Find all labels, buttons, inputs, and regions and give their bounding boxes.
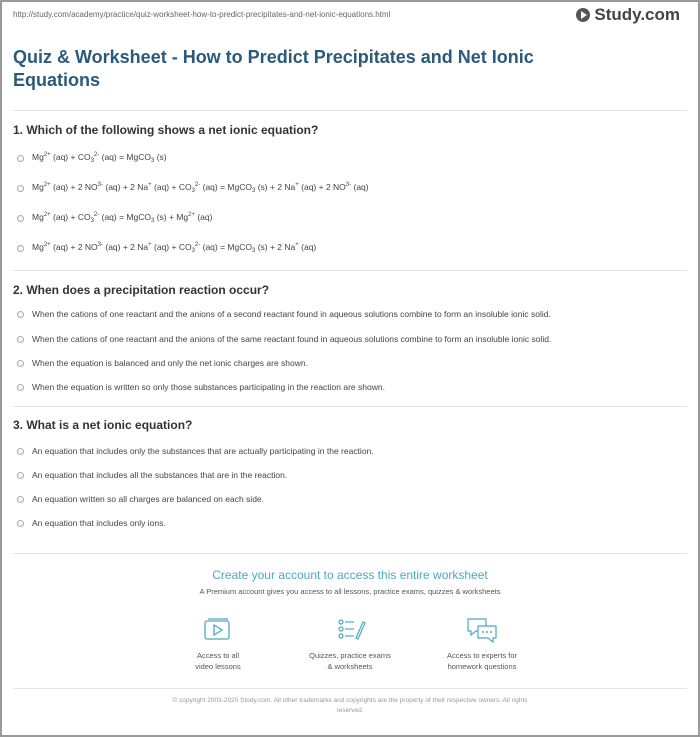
- question-2-option-b[interactable]: [17, 334, 551, 344]
- question-1-option-b[interactable]: [17, 182, 369, 194]
- question-3-option-a[interactable]: [17, 446, 374, 456]
- radio-button[interactable]: [17, 360, 24, 367]
- signup-headline[interactable]: Create your account to access this entire worksheet: [212, 568, 488, 582]
- divider: [13, 688, 687, 689]
- option-label: $Mg^{2+}$ (aq) + 2 $NO^{3-}$ (aq) + 2 Na+ $(aq) + CO_3^{2-}$ (aq) = MgCO$_3$ (s) + 2 Na+ (aq): [32, 242, 317, 254]
- question-2-option-c[interactable]: [17, 358, 308, 368]
- option-label: When the cations of one reactant and the anions of the same reactant found in aqueous solutions combine to form an insoluble ionic solid.: [32, 334, 552, 344]
- question-3-option-c[interactable]: [17, 494, 264, 504]
- radio-button[interactable]: [17, 311, 24, 318]
- top-bar: [0, 0, 700, 30]
- option-label: When the equation is balanced and only the net ionic charges are shown.: [32, 358, 308, 368]
- feature-line-1: Access to all: [196, 651, 240, 660]
- divider: [13, 110, 687, 111]
- radio-button[interactable]: [17, 448, 24, 455]
- signup-subline: A Premium account gives you access to all lessons, practice exams, quizzes & worksheets: [199, 587, 501, 596]
- option-label: When the cations of one reactant and the anions of a second reactant found in aqueous solutions combine to form an insoluble ionic solid.: [32, 309, 551, 319]
- radio-button[interactable]: [17, 472, 24, 479]
- radio-button[interactable]: [17, 384, 24, 391]
- feature-line-1: Access to experts for: [446, 651, 518, 660]
- question-1-heading: 1. Which of the following shows a net ionic equation?: [13, 123, 319, 137]
- copyright-line-1: © copyright 2003-2020 Study.com. All other trademarks and copyrights are the property of their respective owners. All rights: [172, 697, 528, 704]
- feature-line-2: homework questions: [447, 662, 517, 671]
- page-title: Quiz & Worksheet - How to Predict Precipitates and Net Ionic Equations: [13, 47, 534, 90]
- question-3-option-d[interactable]: [17, 518, 166, 528]
- radio-button[interactable]: [17, 520, 24, 527]
- option-label: $Mg^{2+}$ $(aq) + CO_3^{2-}$ (aq) = MgCO$_3$ (s): [32, 152, 167, 164]
- question-2-option-d[interactable]: [17, 382, 385, 392]
- copyright-line-2: reserved.: [336, 707, 364, 714]
- quiz-checklist-icon: [334, 616, 366, 644]
- feature-quizzes: [285, 616, 415, 672]
- question-1-option-d[interactable]: [17, 242, 316, 254]
- study-logo-icon: [576, 8, 590, 22]
- divider: [13, 270, 687, 271]
- radio-button[interactable]: [17, 496, 24, 503]
- radio-button[interactable]: [17, 215, 24, 222]
- option-label: An equation that includes all the substances that are in the reaction.: [32, 470, 288, 480]
- option-label: $Mg^{2+}$ (aq) + 2 $NO^{3-}$ (aq) + 2 Na+ $(aq) + CO_3^{2-}$ (aq) = MgCO$_3$ (s) + 2 Na+ (aq) + 2 $NO^{3-}$ (aq): [32, 182, 369, 194]
- option-label: An equation written so all charges are balanced on each side.: [32, 494, 265, 504]
- question-1-option-a[interactable]: [17, 152, 167, 164]
- feature-line-2: & worksheets: [327, 662, 373, 671]
- page-url: http://study.com/academy/practice/quiz-worksheet-how-to-predict-precipitates-and-net-ionic-equations.html: [13, 10, 391, 19]
- expert-chat-icon: [465, 616, 499, 644]
- question-3-heading: 3. What is a net ionic equation?: [13, 418, 193, 432]
- question-3-option-b[interactable]: [17, 470, 287, 480]
- copyright-notice: [120, 696, 580, 716]
- study-logo[interactable]: [576, 5, 680, 25]
- option-label: An equation that includes only ions.: [32, 518, 166, 528]
- divider: [13, 406, 687, 407]
- study-logo-text: Study.com: [594, 5, 680, 24]
- option-label: When the equation is written so only those substances participating in the reaction are shown.: [32, 382, 385, 392]
- radio-button[interactable]: [17, 245, 24, 252]
- option-label: $Mg^{2+}$ $(aq) + CO_3^{2-}$ (aq) = MgCO$_3$ $(s) + Mg^{2+}$ (aq): [32, 212, 213, 224]
- feature-line-2: video lessons: [195, 662, 241, 671]
- radio-button[interactable]: [17, 155, 24, 162]
- radio-button[interactable]: [17, 336, 24, 343]
- feature-line-1: Quizzes, practice exams: [309, 651, 391, 660]
- divider: [13, 553, 687, 554]
- question-2-heading: 2. When does a precipitation reaction occur?: [13, 283, 270, 297]
- feature-experts: [417, 616, 547, 672]
- option-label: An equation that includes only the substances that are actually participating in the reaction.: [32, 446, 374, 456]
- question-2-option-a[interactable]: [17, 309, 551, 319]
- radio-button[interactable]: [17, 185, 24, 192]
- video-lesson-icon: [202, 616, 234, 644]
- question-1-option-c[interactable]: [17, 212, 212, 224]
- feature-video-lessons: [153, 616, 283, 672]
